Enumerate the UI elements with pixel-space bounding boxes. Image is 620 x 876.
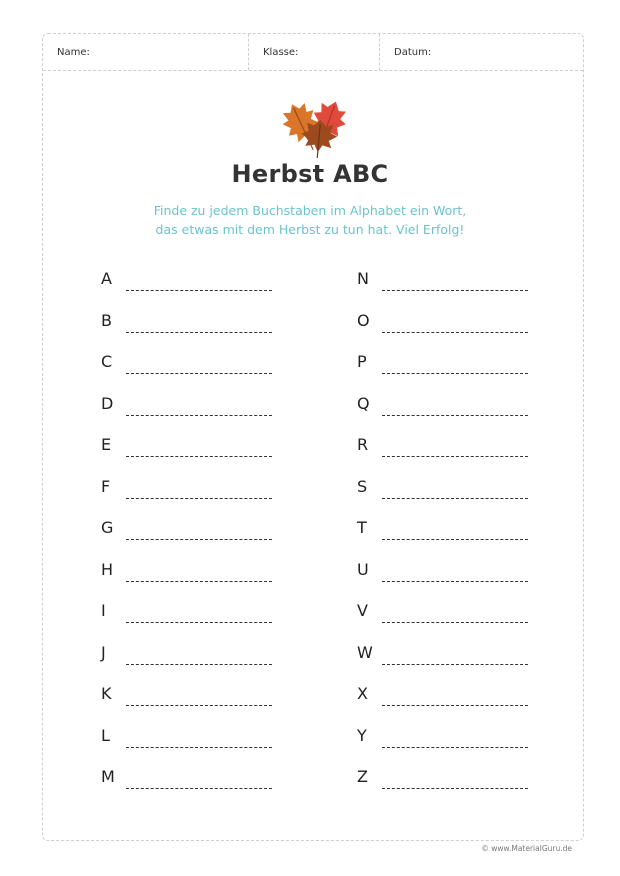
answer-line[interactable] xyxy=(382,332,528,333)
letter: V xyxy=(357,601,368,620)
answer-line[interactable] xyxy=(126,415,272,416)
answer-line[interactable] xyxy=(382,664,528,665)
answer-line[interactable] xyxy=(382,581,528,582)
answer-line[interactable] xyxy=(126,290,272,291)
letters-column-left xyxy=(101,266,291,806)
letter-row xyxy=(357,266,547,308)
answer-line[interactable] xyxy=(126,747,272,748)
letter-row xyxy=(357,640,547,682)
letter-row xyxy=(357,723,547,765)
instructions-line-2: das etwas mit dem Herbst zu tun hat. Viel Erfolg! xyxy=(155,222,465,237)
copyright: © www.MaterialGuru.de xyxy=(481,844,572,853)
letter-row xyxy=(357,391,547,433)
letter: R xyxy=(357,435,369,454)
letters-column-right xyxy=(357,266,547,806)
letter-row xyxy=(101,432,291,474)
letter: F xyxy=(101,476,111,496)
letter-row xyxy=(101,349,291,391)
autumn-leaves-icon xyxy=(283,98,355,158)
letter: S xyxy=(357,476,368,496)
answer-line[interactable] xyxy=(126,456,272,457)
letter: G xyxy=(101,518,114,537)
letter-row xyxy=(101,723,291,765)
letter: C xyxy=(101,352,113,371)
letter: B xyxy=(101,310,112,330)
datum-field[interactable] xyxy=(380,34,583,70)
answer-line[interactable] xyxy=(382,498,528,499)
letter-row xyxy=(357,474,547,516)
letter: X xyxy=(357,684,368,703)
answer-line[interactable] xyxy=(382,788,528,789)
letter-row xyxy=(101,640,291,682)
letter: O xyxy=(357,310,370,330)
letter-row xyxy=(101,557,291,599)
klasse-label: Klasse: xyxy=(263,47,299,58)
letter: E xyxy=(101,435,112,454)
answer-line[interactable] xyxy=(126,373,272,374)
answer-line[interactable] xyxy=(126,581,272,582)
letter: U xyxy=(357,559,369,579)
letter-row xyxy=(357,764,547,806)
letter: J xyxy=(101,642,106,662)
letter: Y xyxy=(357,725,367,745)
answer-line[interactable] xyxy=(382,705,528,706)
name-field[interactable] xyxy=(43,34,249,70)
answer-line[interactable] xyxy=(382,539,528,540)
answer-line[interactable] xyxy=(126,539,272,540)
instructions-line-1: Finde zu jedem Buchstaben im Alphabet ein Wort, xyxy=(153,203,467,218)
letter-row xyxy=(357,515,547,557)
letter: Q xyxy=(357,393,370,413)
letter-row xyxy=(101,598,291,640)
answer-line[interactable] xyxy=(382,415,528,416)
answer-line[interactable] xyxy=(382,747,528,748)
answer-line[interactable] xyxy=(126,332,272,333)
letter: W xyxy=(357,642,373,662)
letter: A xyxy=(101,269,112,288)
letter: T xyxy=(357,518,367,537)
page-title: Herbst ABC xyxy=(231,160,389,188)
answer-line[interactable] xyxy=(382,290,528,291)
letter-row xyxy=(101,515,291,557)
letter-row xyxy=(101,391,291,433)
answer-line[interactable] xyxy=(126,622,272,623)
letter-row xyxy=(101,266,291,308)
letter: N xyxy=(357,269,369,288)
header-row xyxy=(43,34,583,71)
answer-line[interactable] xyxy=(126,788,272,789)
letter-row xyxy=(101,681,291,723)
instructions xyxy=(0,201,620,239)
datum-label: Datum: xyxy=(394,47,432,58)
letter-row xyxy=(357,681,547,723)
letter-row xyxy=(357,349,547,391)
letter: M xyxy=(101,767,115,786)
letter: Z xyxy=(357,767,368,786)
letter-row xyxy=(357,557,547,599)
letter: I xyxy=(101,601,106,620)
name-label: Name: xyxy=(57,47,90,58)
letter-row xyxy=(357,432,547,474)
letter-row xyxy=(101,764,291,806)
letter: P xyxy=(357,352,367,371)
letter-row xyxy=(357,598,547,640)
answer-line[interactable] xyxy=(126,664,272,665)
answer-line[interactable] xyxy=(382,373,528,374)
letter: L xyxy=(101,725,110,745)
answer-line[interactable] xyxy=(382,456,528,457)
letter-row xyxy=(101,474,291,516)
letter: D xyxy=(101,393,114,413)
answer-line[interactable] xyxy=(382,622,528,623)
letter: H xyxy=(101,559,114,579)
answer-line[interactable] xyxy=(126,705,272,706)
klasse-field[interactable] xyxy=(249,34,380,70)
letter-row xyxy=(101,308,291,350)
letter-row xyxy=(357,308,547,350)
letter: K xyxy=(101,684,112,703)
answer-line[interactable] xyxy=(126,498,272,499)
